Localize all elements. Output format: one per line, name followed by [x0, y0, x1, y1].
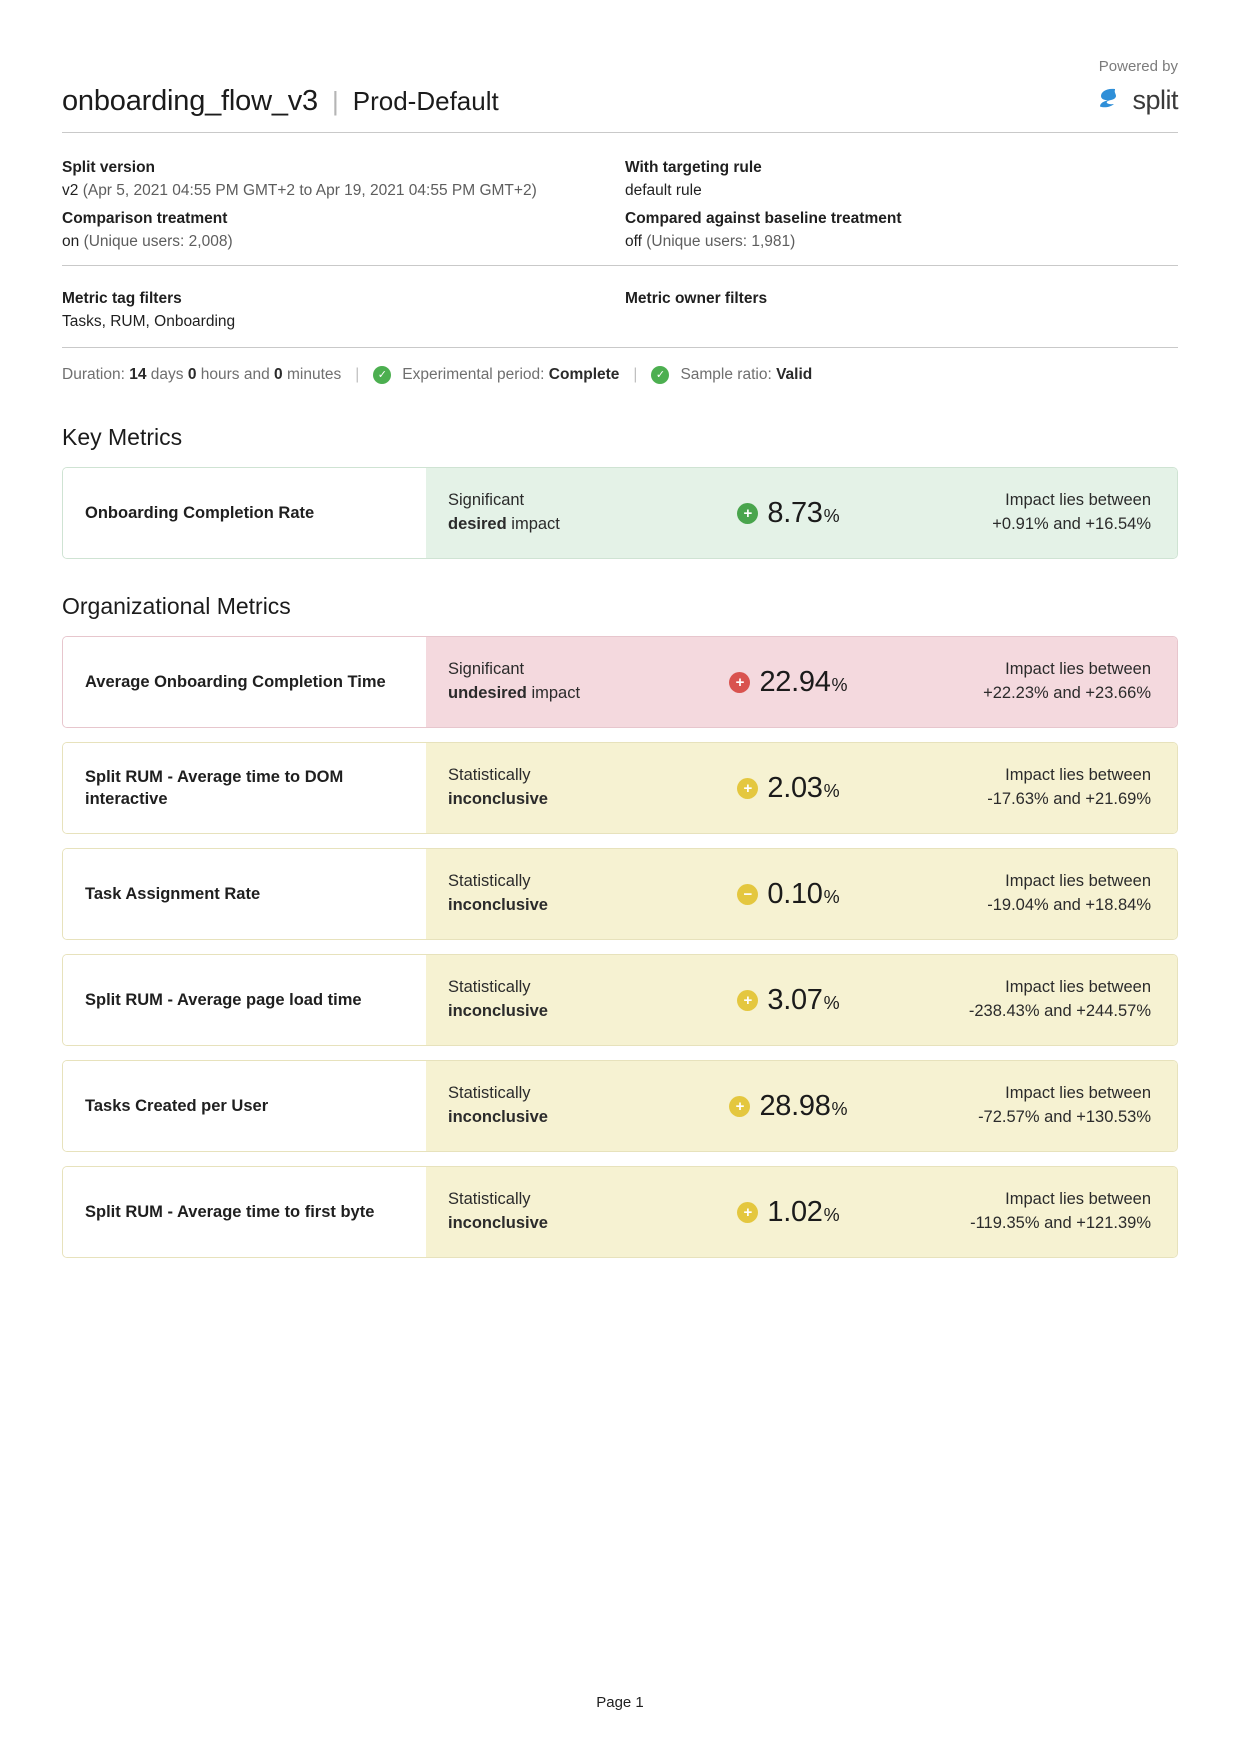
split-version-label: Split version — [62, 159, 156, 176]
duration-days-word: days — [150, 366, 184, 383]
key-metrics-heading: Key Metrics — [62, 424, 183, 450]
interval-range: -17.63% and +21.69% — [987, 790, 1151, 808]
metric-status-emphasis: desired — [448, 515, 507, 533]
interval-label: Impact lies between — [1005, 766, 1151, 785]
metric-name: Split RUM - Average time to first byte — [63, 1167, 426, 1257]
split-version-range: (Apr 5, 2021 04:55 PM GMT+2 to Apr 19, 2021 04:55 PM GMT+2) — [82, 182, 537, 199]
metric-name: Tasks Created per User — [63, 1061, 426, 1151]
metric-status-line1: Statistically — [448, 766, 531, 785]
metric-status — [448, 764, 658, 812]
metric-confidence-interval — [919, 976, 1151, 1024]
interval-label: Impact lies between — [1005, 660, 1151, 679]
duration-hours: 0 — [187, 366, 197, 383]
interval-label: Impact lies between — [1005, 491, 1151, 510]
metric-result — [426, 849, 1177, 939]
metric-impact — [668, 772, 909, 805]
metric-status-suffix: impact — [506, 515, 560, 533]
metric-status-emphasis: inconclusive — [448, 1108, 548, 1126]
metric-status — [448, 870, 658, 918]
metric-status-line1: Significant — [448, 660, 525, 679]
interval-range: -19.04% and +18.84% — [987, 896, 1151, 914]
status-strip — [62, 348, 1178, 390]
comparison-treatment-value — [62, 233, 615, 251]
metric-name: Split RUM - Average page load time — [63, 955, 426, 1045]
metric-impact-value: 1.02 — [767, 1195, 823, 1228]
report-meta-filters — [62, 266, 1178, 348]
metric-status — [448, 1082, 658, 1130]
split-version-value — [62, 182, 615, 200]
targeting-rule-value — [625, 182, 1178, 200]
metric-impact — [668, 1090, 909, 1123]
increase-icon: + — [737, 503, 758, 524]
split-name: onboarding_flow_v3 — [62, 85, 318, 117]
metric-impact-unit: % — [823, 886, 840, 907]
metric-impact — [668, 878, 909, 911]
metric-status — [448, 489, 658, 537]
metric-name: Onboarding Completion Rate — [63, 468, 426, 558]
metric-name: Split RUM - Average time to DOM interactive — [63, 743, 426, 833]
baseline-treatment-label: Compared against baseline treatment — [625, 210, 902, 227]
metric-status-emphasis: inconclusive — [448, 1002, 548, 1020]
experimental-period-value: Complete — [548, 366, 620, 383]
powered-by-block — [1093, 58, 1178, 118]
metric-row — [62, 954, 1178, 1046]
metric-row — [62, 742, 1178, 834]
metric-result — [426, 637, 1177, 727]
status-divider-2: | — [633, 366, 638, 383]
metric-result — [426, 955, 1177, 1045]
interval-range: -119.35% and +121.39% — [970, 1214, 1151, 1232]
metric-status-emphasis: inconclusive — [448, 1214, 548, 1232]
metric-impact-number-group — [767, 772, 839, 805]
metric-name: Task Assignment Rate — [63, 849, 426, 939]
key-metrics-list — [62, 467, 1178, 559]
metric-result — [426, 1061, 1177, 1151]
metric-impact-unit: % — [823, 505, 840, 526]
metric-status-line1: Statistically — [448, 1190, 531, 1209]
check-circle-icon: ✓ — [373, 366, 391, 384]
interval-range: +0.91% and +16.54% — [992, 515, 1151, 533]
comparison-treatment-name: on — [62, 233, 80, 250]
metric-status-suffix: impact — [526, 684, 581, 702]
sample-ratio — [680, 366, 812, 384]
metric-status — [448, 976, 658, 1024]
page-title — [62, 85, 499, 118]
baseline-treatment-name: off — [625, 233, 642, 250]
check-circle-icon-2: ✓ — [651, 366, 669, 384]
duration-text — [62, 366, 341, 384]
metric-status-emphasis: inconclusive — [448, 896, 548, 914]
metric-result — [426, 468, 1177, 558]
metric-impact-value: 22.94 — [759, 665, 831, 698]
experimental-period-label: Experimental period: — [402, 366, 545, 383]
metric-row — [62, 467, 1178, 559]
metric-impact — [668, 984, 909, 1017]
report-header — [62, 58, 1178, 133]
metric-confidence-interval — [919, 764, 1151, 812]
interval-label: Impact lies between — [1005, 1190, 1151, 1209]
metric-impact-unit: % — [823, 780, 840, 801]
brand-logo — [1093, 83, 1178, 118]
metric-impact-value: 2.03 — [767, 771, 823, 804]
increase-icon: + — [737, 778, 758, 799]
metric-impact-value: 3.07 — [767, 983, 823, 1016]
metric-impact-number-group — [767, 984, 839, 1017]
metric-confidence-interval — [919, 1188, 1151, 1236]
brand-name: split — [1132, 85, 1178, 115]
organizational-metrics-heading: Organizational Metrics — [62, 593, 291, 619]
increase-icon: + — [737, 1202, 758, 1223]
metric-impact-number-group — [767, 878, 839, 911]
interval-label: Impact lies between — [1005, 872, 1151, 891]
increase-icon: + — [729, 672, 750, 693]
metric-row — [62, 1166, 1178, 1258]
split-logo-icon — [1093, 83, 1123, 118]
metric-owner-filters-label: Metric owner filters — [625, 290, 768, 307]
metric-status-line1: Statistically — [448, 978, 531, 997]
decrease-icon: − — [737, 884, 758, 905]
targeting-rule-text: default rule — [625, 182, 702, 199]
targeting-rule-label: With targeting rule — [625, 159, 762, 176]
metric-impact-value: 0.10 — [767, 877, 823, 910]
metric-impact-unit: % — [823, 1204, 840, 1225]
metric-result — [426, 743, 1177, 833]
organizational-metrics-list — [62, 636, 1178, 1258]
baseline-treatment-value — [625, 233, 1178, 251]
metric-impact-number-group — [767, 497, 839, 530]
metric-impact — [668, 666, 909, 699]
metric-impact-number-group — [767, 1196, 839, 1229]
metric-status-emphasis: undesired — [448, 684, 527, 702]
metric-status-line1: Significant — [448, 491, 525, 510]
metric-impact-number-group — [759, 666, 847, 699]
metric-row — [62, 636, 1178, 728]
metric-impact-unit: % — [831, 674, 848, 695]
metric-confidence-interval — [919, 658, 1151, 706]
status-divider-1: | — [355, 366, 360, 383]
metric-status — [448, 1188, 658, 1236]
page-footer: Page 1 — [596, 1694, 644, 1711]
metric-row — [62, 848, 1178, 940]
duration-hours-word: hours and — [200, 366, 270, 383]
metric-tag-filters-label: Metric tag filters — [62, 290, 182, 307]
metric-tag-filters-text: Tasks, RUM, Onboarding — [62, 313, 236, 330]
metric-impact — [668, 1196, 909, 1229]
environment-name: Prod-Default — [352, 86, 499, 116]
sample-ratio-label: Sample ratio: — [680, 366, 772, 383]
powered-by-label: Powered by — [1098, 58, 1178, 75]
experimental-period — [402, 366, 619, 384]
metric-result — [426, 1167, 1177, 1257]
baseline-treatment-users: (Unique users: 1,981) — [646, 233, 796, 250]
interval-range: -238.43% and +244.57% — [968, 1002, 1151, 1020]
metric-impact-value: 8.73 — [767, 496, 823, 529]
metric-confidence-interval — [919, 1082, 1151, 1130]
duration-minutes-word: minutes — [286, 366, 342, 383]
metric-status-line1: Statistically — [448, 872, 531, 891]
increase-icon: + — [729, 1096, 750, 1117]
comparison-treatment-label: Comparison treatment — [62, 210, 228, 227]
metric-confidence-interval — [919, 870, 1151, 918]
duration-label: Duration: — [62, 366, 125, 383]
interval-range: +22.23% and +23.66% — [983, 684, 1151, 702]
interval-label: Impact lies between — [1005, 1084, 1151, 1103]
metric-tag-filters-value — [62, 313, 615, 331]
duration-minutes: 0 — [274, 366, 283, 383]
report-meta-primary — [62, 133, 1178, 266]
title-separator: | — [331, 86, 339, 116]
metric-name: Average Onboarding Completion Time — [63, 637, 426, 727]
metric-status-emphasis: inconclusive — [448, 790, 548, 808]
metric-impact-unit: % — [831, 1098, 848, 1119]
metric-status — [448, 658, 658, 706]
duration-days: 14 — [129, 366, 147, 383]
metric-status-line1: Statistically — [448, 1084, 531, 1103]
metric-impact-unit: % — [823, 992, 840, 1013]
metric-impact-number-group — [759, 1090, 847, 1123]
sample-ratio-value: Valid — [776, 366, 813, 383]
metric-impact — [668, 497, 909, 530]
increase-icon: + — [737, 990, 758, 1011]
interval-range: -72.57% and +130.53% — [978, 1108, 1151, 1126]
split-version-number: v2 — [62, 182, 79, 199]
metric-impact-value: 28.98 — [759, 1089, 831, 1122]
comparison-treatment-users: (Unique users: 2,008) — [83, 233, 233, 250]
metric-confidence-interval — [919, 489, 1151, 537]
metric-row — [62, 1060, 1178, 1152]
interval-label: Impact lies between — [1005, 978, 1151, 997]
